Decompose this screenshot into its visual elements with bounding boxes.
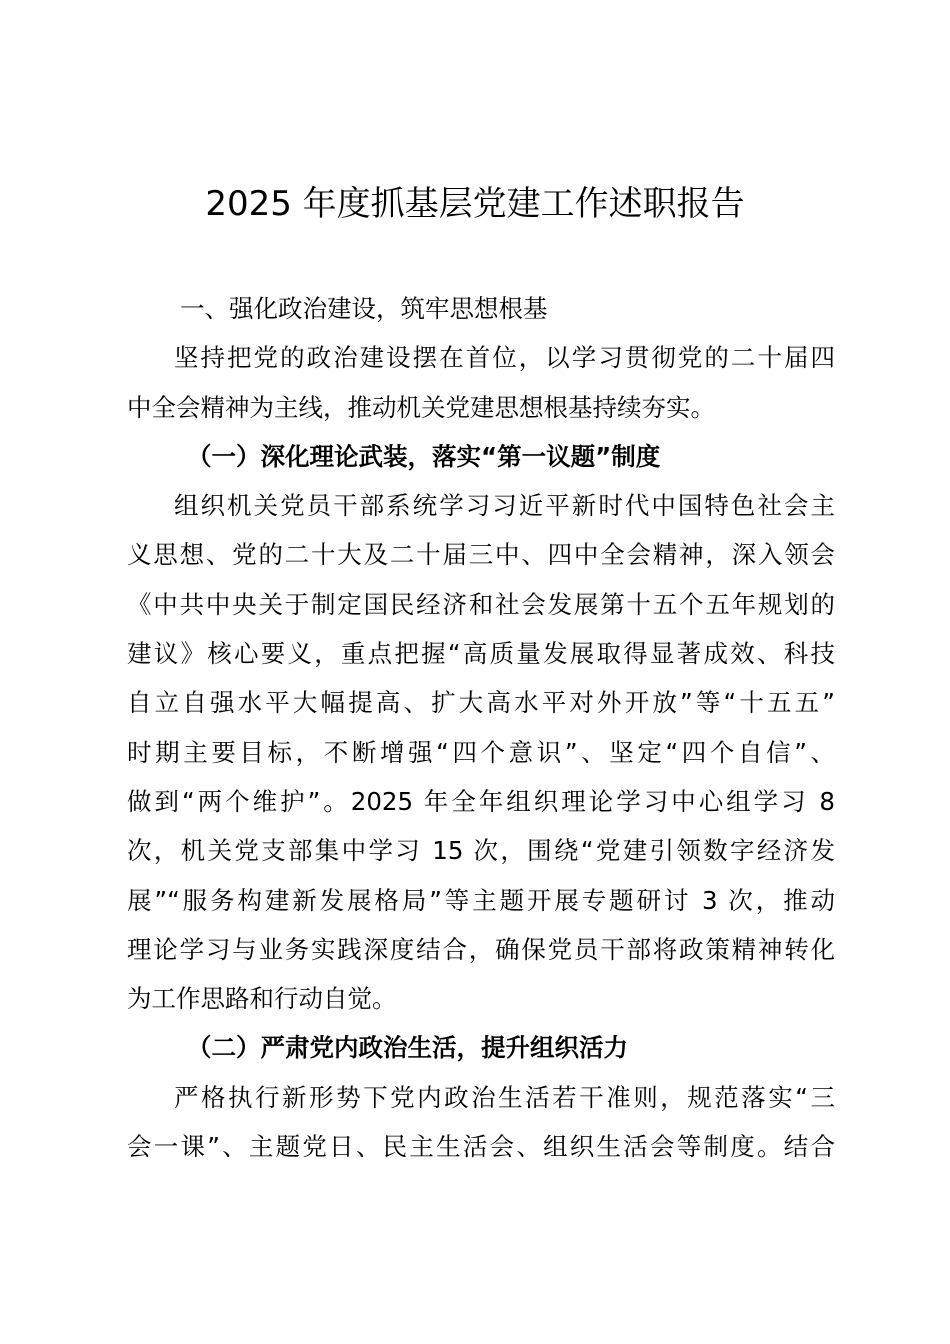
paragraph-line: 为工作思路和行动自觉。 xyxy=(127,984,397,1014)
paragraph-line: 坚持把党的政治建设摆在首位，以学习贯彻党的二十届四 xyxy=(174,343,835,373)
paragraph-line: 次，机关党支部集中学习 15 次，围绕“党建引领数字经济发 xyxy=(127,836,835,866)
paragraph-line: 组织机关党员干部系统学习习近平新时代中国特色社会主 xyxy=(174,491,835,521)
subsection-heading-1: （一）深化理论武装，落实“第一议题”制度 xyxy=(187,441,661,471)
section-heading-1: 一、强化政治建设，筑牢思想根基 xyxy=(180,294,548,323)
paragraph-line: 会一课”、主题党日、民主生活会、组织生活会等制度。结合 xyxy=(127,1132,835,1162)
paragraph-line: 中全会精神为主线，推动机关党建思想根基持续夯实。 xyxy=(127,392,715,422)
document-title: 2025 年度抓基层党建工作述职报告 xyxy=(205,184,745,224)
paragraph-line: 严格执行新形势下党内政治生活若干准则，规范落实“三 xyxy=(174,1082,835,1112)
paragraph-line: 义思想、党的二十大及二十届三中、四中全会精神，深入领会 xyxy=(127,540,835,570)
paragraph-line: 做到“两个维护”。2025 年全年组织理论学习中心组学习 8 xyxy=(127,786,835,816)
paragraph-line: 展”“服务构建新发展格局”等主题开展专题研讨 3 次，推动 xyxy=(127,885,835,915)
document-body xyxy=(127,284,835,1171)
paragraph-line: 时期主要目标，不断增强“四个意识”、坚定“四个自信”、 xyxy=(127,737,835,767)
subsection-heading-2: （二）严肃党内政治生活，提升组织活力 xyxy=(187,1033,628,1063)
paragraph-line: 自立自强水平大幅提高、扩大高水平对外开放”等“十五五” xyxy=(127,688,835,718)
paragraph-line: 建议》核心要义，重点把握“高质量发展取得显著成效、科技 xyxy=(127,639,835,669)
paragraph-line: 理论学习与业务实践深度结合，确保党员干部将政策精神转化 xyxy=(127,934,835,964)
paragraph-line: 《中共中央关于制定国民经济和社会发展第十五个五年规划的 xyxy=(127,589,835,619)
